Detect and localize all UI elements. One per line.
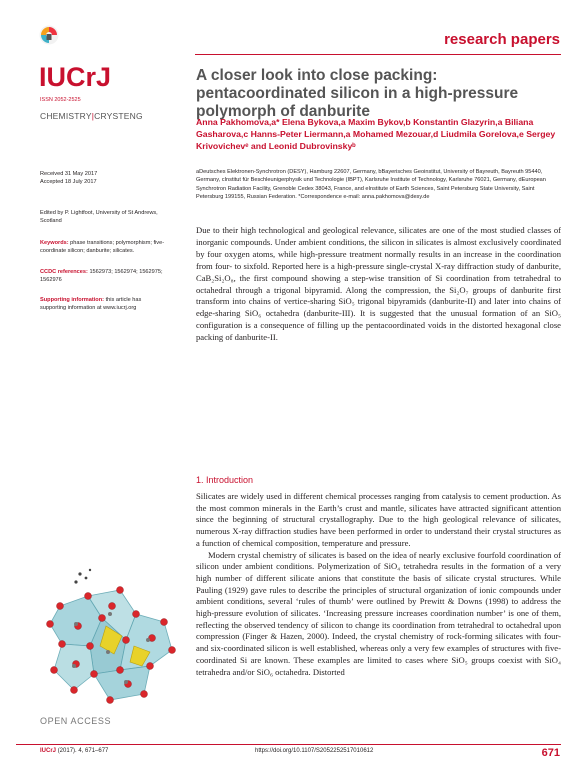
supporting-label: Supporting information: xyxy=(40,297,105,303)
keywords xyxy=(40,239,175,255)
ccdc-references xyxy=(40,268,168,284)
edited-by: Edited by P. Lightfoot, University of St Andrews, Scotland xyxy=(40,210,158,224)
paragraph: Silicates are widely used in different chemical processes ranging from catalysis to cement production. As the most common minerals in the Earth’s crust and mantle, silicates have attracted significant attention since the beginning of structural crystallography. Due to the high geological relevance of silicates, numerous X-ray diffraction studies have been performed in order to understand their crystal structures as a function of chemical composition, temperature and pressure. xyxy=(196,491,561,548)
header-rule xyxy=(195,54,561,55)
footer-journal: IUCrJ xyxy=(40,748,57,754)
ccdc-value: 1562973; 1562974; 1562975; 1562976 xyxy=(40,269,163,283)
supporting-value: this article has supporting information at www.iucrj.org xyxy=(40,297,142,311)
body-text xyxy=(196,491,561,678)
ccdc-label: CCDC references: xyxy=(40,269,88,275)
author-list: Anna Pakhomova,a* Elena Bykova,a Maxim Bykov,b Konstantin Glazyrin,a Biliana Gasharova,c Hanns-Peter Liermann,a Mohamed Mezouar,d Liudmila Gorelova,e Sergey Krivovichevᵉ and Leonid Dubrovinskyᵇ xyxy=(196,117,556,151)
crystal-structure-figure xyxy=(40,566,188,706)
journal-logo-text: IUCrJ xyxy=(39,62,112,92)
open-access-badge[interactable]: OPEN ACCESS xyxy=(40,716,112,726)
page-number: 671 xyxy=(541,747,560,759)
accepted-date: Accepted 18 July 2017 xyxy=(40,179,97,185)
keywords-value: phase transitions; polymorphism; five-coordinate silicon; danburite; silicates. xyxy=(40,240,165,254)
abstract: Due to their high technological and geological relevance, silicates are one of the most studied classes of inorganic compounds. Under ambient conditions, the silicon in silicates is almost exclusively coordinated by four oxygen atoms, while high-pressure treatment normally results in an increase in the coordination from four- to sixfold. Reported here is a high-pressure single-crystal X-ray diffraction study of danburite, CaB₂Si₂O₈, the first compound showing a step-wise transition of Si coordination from tetrahedral to octahedral through a trigonal bipyramid. Along the compression, the Si₂O₇ groups of danburite first transform into chains of vertice-sharing SiO₅ trigonal bipyramids (danburite-II) and later into chains of edge-sharing SiO₆ octahedra (danburite-III). It is suggested that the unusual formation of an SiO₅ configuration is a consequence of filling up the pentacoordinated voids in the distorted hexagonal close packing of danburite-II. xyxy=(196,225,561,343)
supporting-information xyxy=(40,296,168,312)
crossmark-icon[interactable] xyxy=(39,25,59,45)
journal-section xyxy=(40,111,143,121)
footer-rule xyxy=(16,744,561,745)
footer-doi[interactable]: https://doi.org/10.1107/S2052252517010612 xyxy=(255,748,374,754)
article-title: A closer look into close packing: pentacoordinated silicon in a high-pressure polymorph of danburite xyxy=(196,67,519,120)
journal-sub-left: CHEMISTRY xyxy=(40,111,92,121)
issn: ISSN 2052-2525 xyxy=(40,97,81,103)
section-heading: 1. Introduction xyxy=(196,475,254,485)
section-label: research papers xyxy=(444,31,560,48)
keywords-label: Keywords: xyxy=(40,240,69,246)
received-date: Received 31 May 2017 xyxy=(40,171,98,177)
journal-sub-separator: | xyxy=(91,111,95,121)
affiliations: aDeutsches Elektronen-Synchrotron (DESY), Hamburg 22607, Germany, bBayerisches Geoinstitut, University of Bayreuth, Bayreuth 95440, Germany, cInstitut für Beschleunigerphysik und Technologie (IBPT), Karlsruhe Institute of Technology, Karlsruhe 76021, Germany, dEuropean Synchrotron Radiation Facility, Grenoble Cedex 38043, France, and eInstitute of Earth Sciences, Saint Petersburg State University, Saint Petersburg 199155, Russian Federation. *Correspondence e-mail: anna.pakhomova@desy.de xyxy=(196,169,546,200)
paragraph: Modern crystal chemistry of silicates is based on the idea of nearly exclusive fourfold coordination of silicon under ambient conditions. Polymerization of SiO₄ tetrahedra results in the formation of a very high number of different silicate anions that constitute the basis of silicate crystal structures. While Pauling (1929) gave rules to describe the principles of structural organization of ionic compounds under ambient conditions, several ‘rules of thumb’ were outlined by Prewitt & Downs (1998) to address the high-pressure evolution of silicates. ‘Increasing pressure increases coordination number’ is one of them, reflecting the observed tendency of silicon to change its coordination from tetrahedral to octahedral upon compression (Finger & Hazen, 2000). Indeed, the crystal chemistry of rock-forming silicates with four- and six-coordinated silicon is well established, whereas only a very few examples of structures with five-coordinated Si are known. These examples are limited to cases where SiO₅ groups coexist with SiO₄ tetrahedra and/or SiO₆ octahedra. Distorted xyxy=(196,549,561,677)
footer-volume: (2017). 4, 671–677 xyxy=(57,748,109,754)
footer-citation xyxy=(40,748,108,754)
axis-indicator xyxy=(74,569,91,584)
journal-sub-right: CRYSTENG xyxy=(94,111,143,121)
